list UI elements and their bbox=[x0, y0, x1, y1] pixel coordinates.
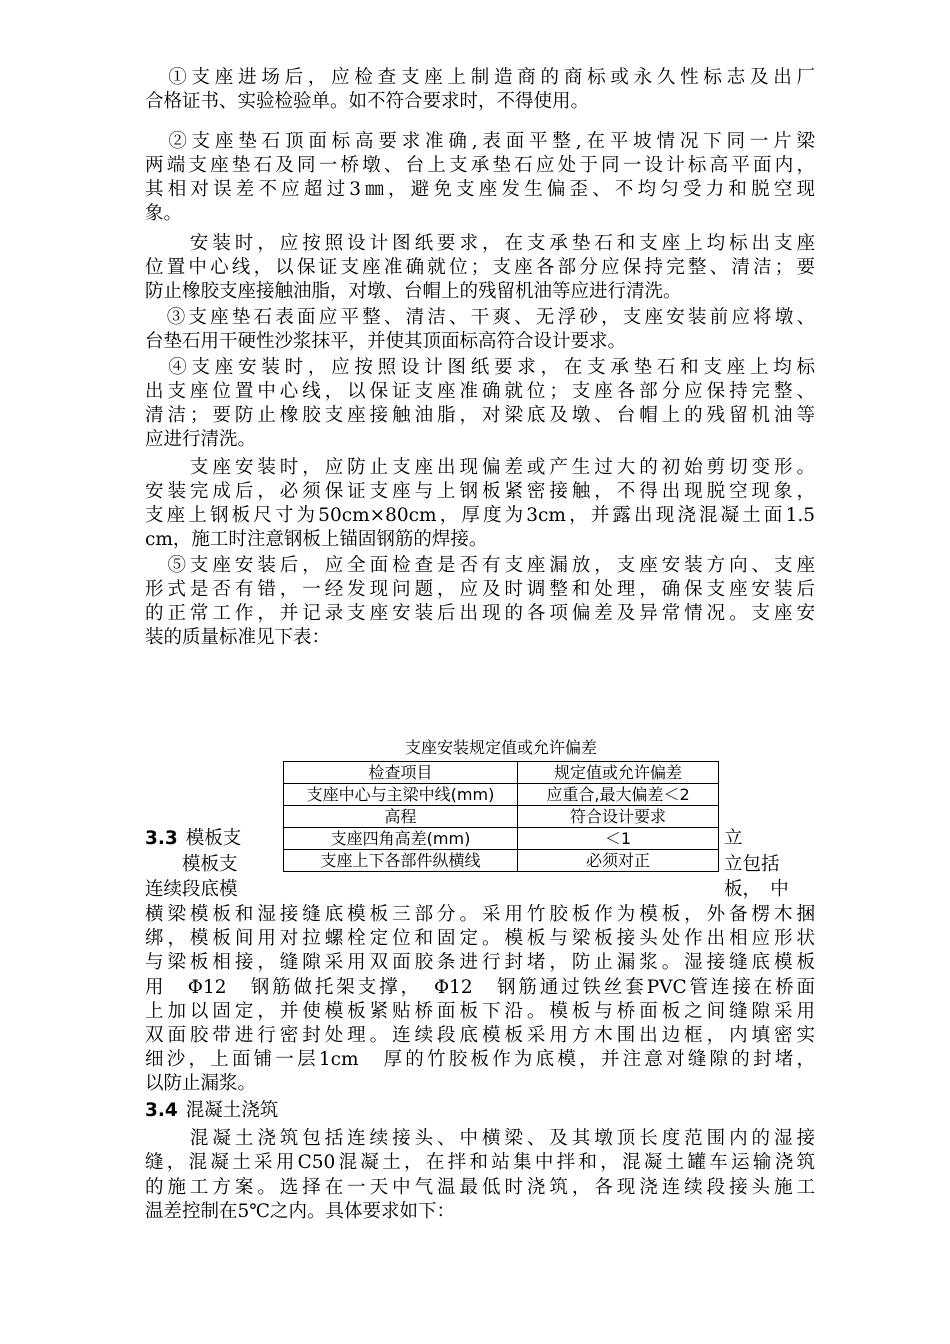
text-line: 形式是否有错，一经发现问题，应及时调整和处理，确保支座安装后 bbox=[145, 579, 815, 600]
text-line: 支座上钢板尺寸为50cm×80cm，厚度为3cm，并露出现浇混凝土面1.5 bbox=[145, 505, 815, 526]
text-line: 缝，混凝土采用C50混凝土，在拌和站集中拌和，混凝土罐车运输浇筑 bbox=[145, 1152, 815, 1173]
text-line: 用 Φ12 钢筋做托架支撑， Φ12 钢筋通过铁丝套PVC管连接在桥面 bbox=[145, 977, 815, 998]
table-cell: 高程 bbox=[284, 806, 518, 828]
text-line: ①支座进场后，应检查支座上制造商的商标或永久性标志及出厂 bbox=[145, 67, 815, 88]
table-row bbox=[284, 828, 719, 850]
text-line: 安装完成后，必须保证支座与上钢板紧密接触，不得出现脱空现象， bbox=[145, 481, 815, 502]
right-fragment: 立 bbox=[724, 828, 743, 849]
heading-fragment: 模板支 bbox=[185, 828, 242, 849]
text-line: 的正常工作，并记录支座安装后出现的各项偏差及异常情况。支座安 bbox=[145, 603, 815, 624]
text-line: 混凝土浇筑包括连续接头、中横梁、及其墩顶长度范围内的湿接 bbox=[145, 1128, 815, 1149]
left-fragment: 模板支 bbox=[145, 854, 238, 875]
section-3-3-heading bbox=[145, 827, 241, 851]
text-line: 位置中心线，以保证支座准确就位；支座各部分应保持完整、清洁；要 bbox=[145, 257, 815, 278]
text-line: 横梁模板和湿接缝底模板三部分。采用竹胶板作为模板，外备楞木捆 bbox=[145, 904, 815, 925]
text-line: ③支座垫石表面应平整、清洁、干爽、无浮砂，支座安装前应将墩、 bbox=[145, 307, 815, 328]
left-fragment: 连续段底模 bbox=[145, 879, 238, 900]
table-row bbox=[284, 784, 719, 806]
text-line: 两端支座垫石及同一桥墩、台上支承垫石应处于同一设计标高平面内， bbox=[145, 155, 815, 176]
text-line: 上加以固定，并使模板紧贴桥面板下沿。模板与桥面板之间缝隙采用 bbox=[145, 1001, 815, 1022]
table-cell: 检查项目 bbox=[284, 762, 518, 784]
text-line: 双面胶带进行密封处理。连续段底模板采用方木围出边框，内填密实 bbox=[145, 1025, 815, 1046]
text-line: 的施工方案。选择在一天中气温最低时浇筑，各现浇连续段接头施工 bbox=[145, 1177, 815, 1198]
text-line: ②支座垫石顶面标高要求准确,表面平整,在平坡情况下同一片梁 bbox=[145, 131, 815, 152]
text-line: 以防止漏浆。 bbox=[145, 1073, 257, 1094]
table-cell: 符合设计要求 bbox=[518, 806, 719, 828]
table-cell: 必须对正 bbox=[518, 850, 719, 872]
table-cell: 应重合,最大偏差＜2 bbox=[518, 784, 719, 806]
table-caption: 支座安装规定值或允许偏差 bbox=[404, 738, 597, 757]
text-line: ④支座安装时，应按照设计图纸要求，在支承垫石和支座上均标 bbox=[145, 357, 815, 378]
text-line: 支座安装时，应防止支座出现偏差或产生过大的初始剪切变形。 bbox=[145, 457, 815, 478]
right-fragment: 板， 中 bbox=[724, 879, 789, 900]
spec-table bbox=[283, 761, 719, 872]
text-line: 合格证书、实验检验单。如不符合要求时，不得使用。 bbox=[145, 91, 590, 112]
text-line: 象。 bbox=[145, 203, 183, 224]
table-row bbox=[284, 762, 719, 784]
table-row bbox=[284, 850, 719, 872]
table-cell: 规定值或允许偏差 bbox=[518, 762, 719, 784]
section-title: 混凝土浇筑 bbox=[185, 1100, 279, 1121]
section-3-4-heading bbox=[145, 1099, 815, 1123]
text-line: cm，施工时注意钢板上锚固钢筋的焊接。 bbox=[145, 529, 488, 550]
text-line: 绑，模板间用对拉螺栓定位和固定。模板与梁板接头处作出相应形状 bbox=[145, 928, 815, 949]
text-line: 细沙，上面铺一层1cm 厚的竹胶板作为底模，并注意对缝隙的封堵， bbox=[145, 1049, 815, 1070]
table-cell: 支座上下各部件纵横线 bbox=[284, 850, 518, 872]
spec-table-body bbox=[284, 762, 719, 872]
text-line: ⑤支座安装后，应全面检查是否有支座漏放，支座安装方向、支座 bbox=[145, 555, 815, 576]
text-line: 出支座位置中心线，以保证支座准确就位；支座各部分应保持完整、 bbox=[145, 381, 815, 402]
text-line: 其相对误差不应超过3㎜，避免支座发生偏歪、不均匀受力和脱空现 bbox=[145, 179, 815, 200]
table-cell: 支座中心与主梁中线(mm) bbox=[284, 784, 518, 806]
text-line: 温差控制在5℃之内。具体要求如下： bbox=[145, 1201, 455, 1222]
table-cell: ＜1 bbox=[518, 828, 719, 850]
text-line: 与梁板相接，缝隙采用双面胶条进行封堵，防止漏浆。湿接缝底模板 bbox=[145, 952, 815, 973]
table-row bbox=[284, 806, 719, 828]
text-line: 装的质量标准见下表： bbox=[145, 627, 331, 648]
table-cell: 支座四角高差(mm) bbox=[284, 828, 518, 850]
section-number: 3.4 bbox=[145, 1100, 178, 1121]
text-line: 清洁；要防止橡胶支座接触油脂，对梁底及墩、台帽上的残留机油等 bbox=[145, 405, 815, 426]
text-line: 应进行清洗。 bbox=[145, 429, 257, 450]
text-line: 防止橡胶支座接触油脂，对墩、台帽上的残留机油等应进行清洗。 bbox=[145, 281, 682, 302]
section-number: 3.3 bbox=[145, 828, 178, 849]
text-line: 台垫石用干硬性沙浆抹平，并使其顶面标高符合设计要求。 bbox=[145, 331, 627, 352]
text-line: 安装时，应按照设计图纸要求，在支承垫石和支座上均标出支座 bbox=[145, 233, 815, 254]
right-fragment: 立包括 bbox=[724, 854, 780, 875]
